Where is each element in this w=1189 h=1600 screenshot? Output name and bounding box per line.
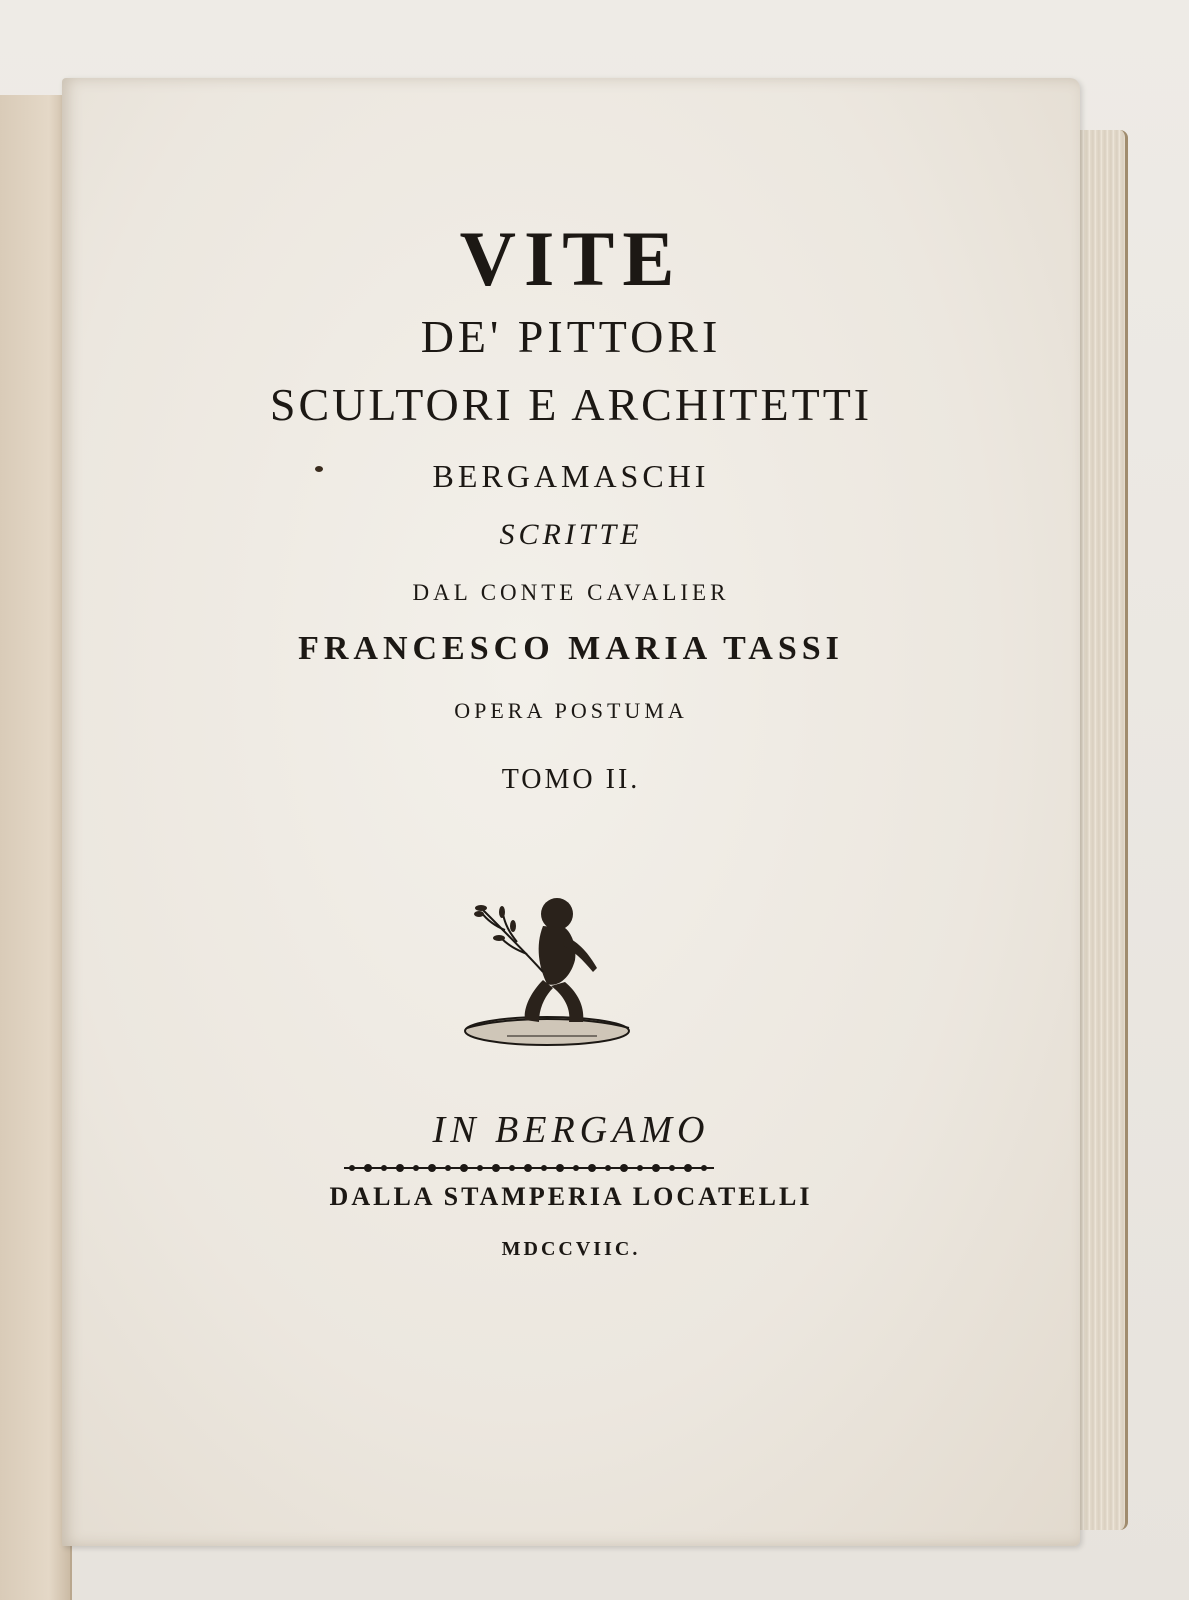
subtitle-line-2: SCULTORI E ARCHITETTI [269, 379, 873, 430]
volume-number: TOMO II. [501, 764, 641, 795]
imprint-printer: DALLA STAMPERIA LOCATELLI [329, 1182, 813, 1211]
cherub-vignette-icon [447, 876, 647, 1056]
ink-speck [315, 466, 323, 472]
book-title: VITE [459, 215, 683, 302]
author-prefix: DAL CONTE CAVALIER [412, 580, 730, 605]
title-page [62, 78, 1080, 1546]
author-name: FRANCESCO MARIA TASSI [298, 630, 844, 667]
subtitle-line-3: BERGAMASCHI [432, 458, 710, 494]
ornament-rule-icon [344, 1158, 714, 1178]
imprint-date: MDCCVIIC. [501, 1238, 641, 1260]
subtitle-line-1: DE' PITTORI [420, 311, 722, 362]
imprint-place: IN BERGAMO [432, 1109, 710, 1151]
subtitle-line-4: SCRITTE [499, 518, 643, 551]
work-note: OPERA POSTUMA [454, 698, 688, 723]
